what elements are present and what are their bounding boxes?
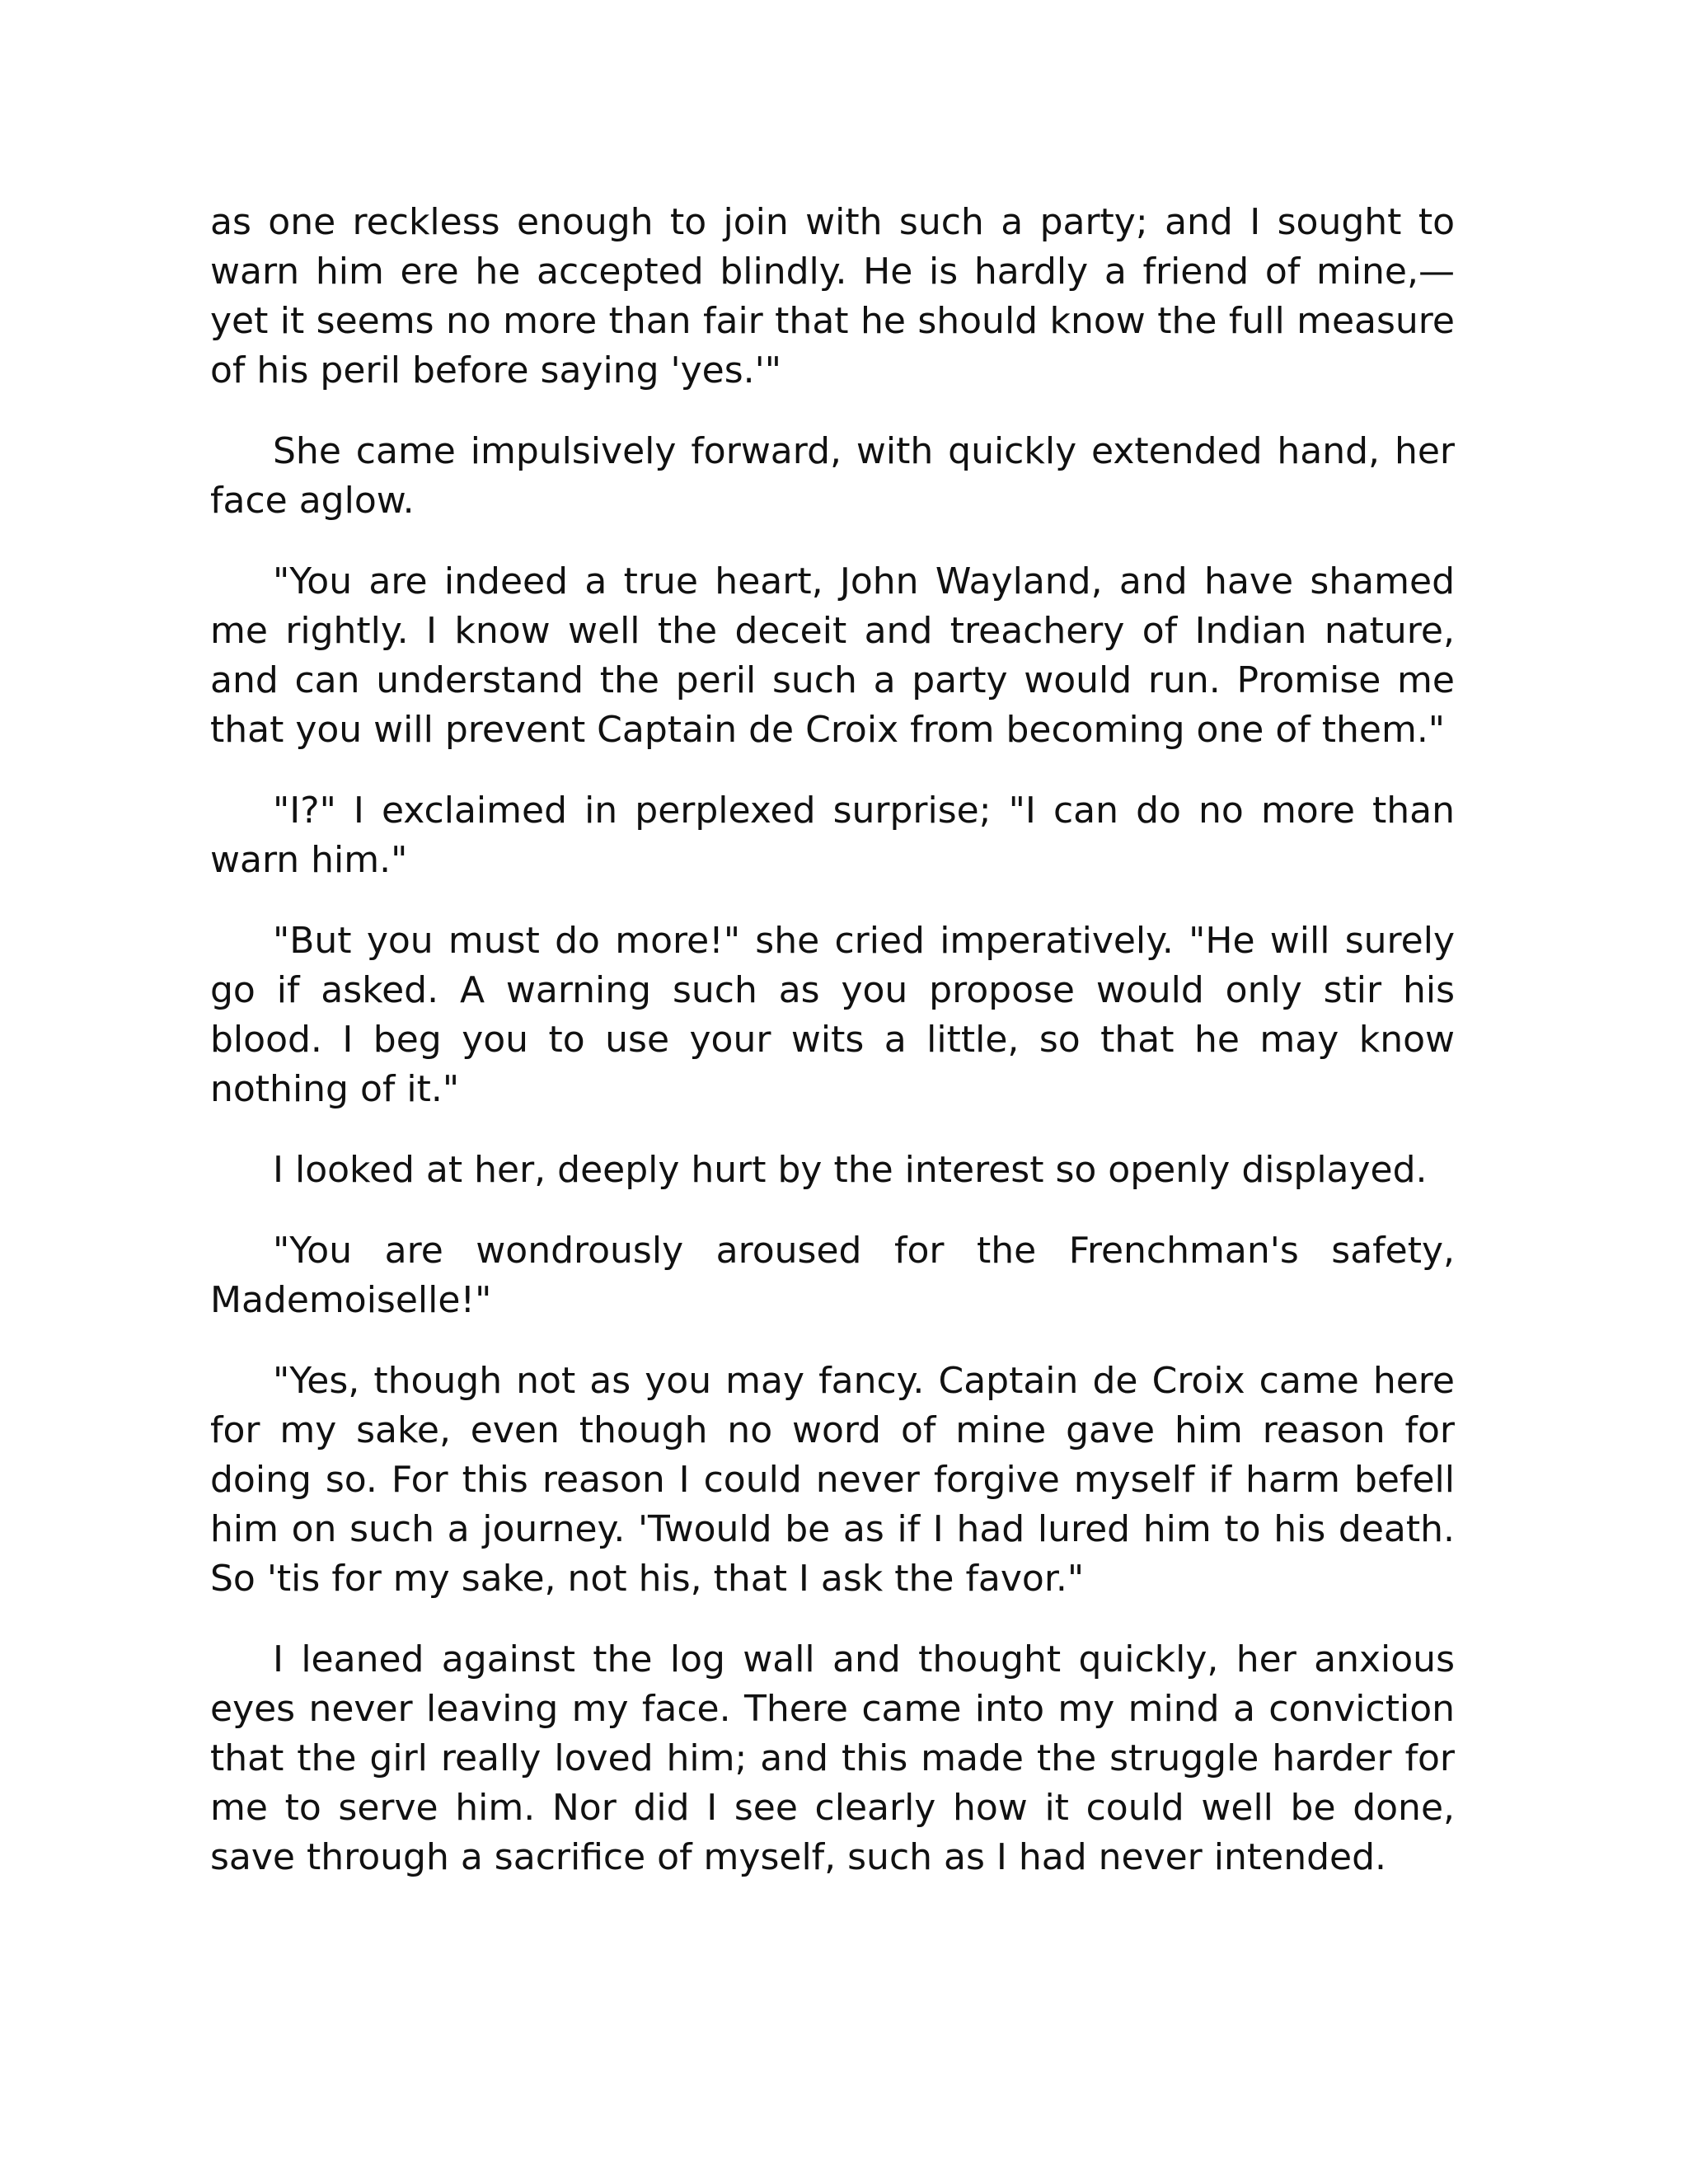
paragraph: I leaned against the log wall and thought quickly, her anxious eyes never leaving my face. There came into my mind a conviction that the girl really loved him; and this made the struggle harder for me to serve him. Nor did I see clearly how it could well be done, save through a sacrifice of myself, such as I had never intended. [210,1638,1455,1878]
paragraph: "You are wondrously aroused for the Frenchman's safety, Mademoiselle!" [210,1230,1455,1321]
page-body [210,198,1455,1914]
paragraph: "Yes, though not as you may fancy. Captain de Croix came here for my sake, even though no word of mine gave him reason for doing so. For this reason I could never forgive myself if harm befell him on such a journey. 'Twould be as if I had lured him to his death. So 'tis for my sake, not his, that I ask the favor." [210,1360,1455,1600]
paragraph: "I?" I exclaimed in perplexed surprise; "I can do no more than warn him." [210,790,1455,881]
paragraph: I looked at her, deeply hurt by the interest so openly displayed. [273,1149,1428,1191]
paragraph: "You are indeed a true heart, John Wayland, and have shamed me rightly. I know well the deceit and treachery of Indian nature, and can understand the peril such a party would run. Promise me that you will prevent Captain de Croix from becoming one of them." [210,560,1455,751]
paragraph-continued: as one reckless enough to join with such a party; and I sought to warn him ere he accepted blindly. He is hardly a friend of mine,—yet it seems no more than fair that he should know the full measure of his peril before saying 'yes.'" [210,201,1455,391]
paragraph: She came impulsively forward, with quickly extended hand, her face aglow. [210,430,1455,522]
paragraph: "But you must do more!" she cried imperatively. "He will surely go if asked. A warning such as you propose would only stir his blood. I beg you to use your wits a little, so that he may know nothing of it." [210,920,1455,1110]
